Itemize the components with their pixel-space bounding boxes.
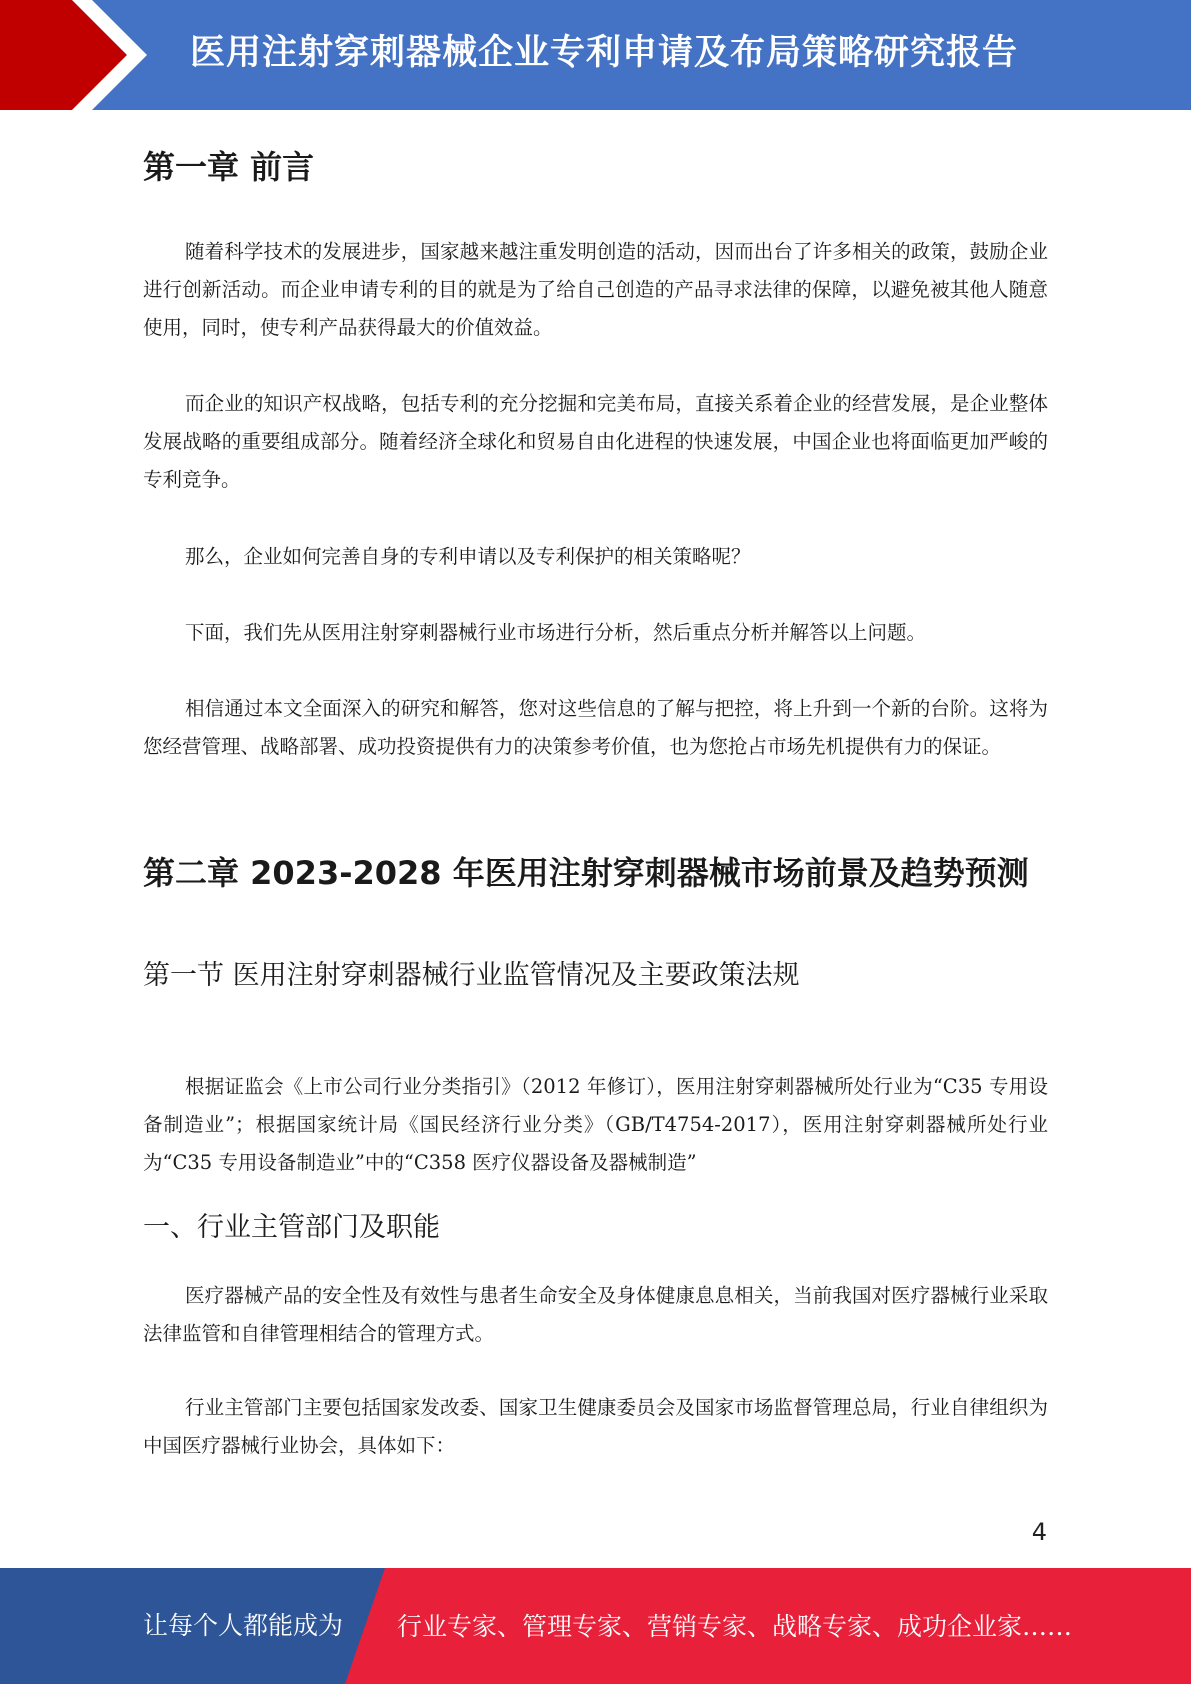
footer-slogan-right: 行业专家、管理专家、营销专家、战略专家、成功企业家…… xyxy=(397,1612,1073,1641)
paragraph: 随着科学技术的发展进步，国家越来越注重发明创造的活动，因而出台了许多相关的政策，鼓励企业进行创新活动。而企业申请专利的目的就是为了给自己创造的产品寻求法律的保障，以避免被其他人随意使用，同时，使专利产品获得最大的价值效益。 xyxy=(143,240,1048,339)
footer-slogan-left: 让每个人都能成为 xyxy=(143,1611,344,1640)
chevron-arrow-icon xyxy=(0,0,150,110)
report-title: 医用注射穿刺器械企业专利申请及布局策略研究报告 xyxy=(190,33,1019,73)
paragraph: 下面，我们先从医用注射穿刺器械行业市场进行分析，然后重点分析并解答以上问题。 xyxy=(185,621,927,644)
section-heading: 第一节 医用注射穿刺器械行业监管情况及主要政策法规 xyxy=(143,960,800,991)
chapter-2-heading: 第二章 2023-2028 年医用注射穿刺器械市场前景及趋势预测 xyxy=(143,854,1029,892)
page-footer xyxy=(0,1568,1191,1684)
subsection-heading: 一、行业主管部门及职能 xyxy=(143,1212,440,1243)
paragraph: 那么，企业如何完善自身的专利申请以及专利保护的相关策略呢？ xyxy=(185,545,751,568)
page-header xyxy=(0,0,1191,110)
page-number: 4 xyxy=(1031,1518,1047,1546)
paragraph: 而企业的知识产权战略，包括专利的充分挖掘和完美布局，直接关系着企业的经营发展，是企业整体发展战略的重要组成部分。随着经济全球化和贸易自由化进程的快速发展，中国企业也将面临更加严峻的专利竞争。 xyxy=(143,392,1048,491)
paragraph: 相信通过本文全面深入的研究和解答，您对这些信息的了解与把控，将上升到一个新的台阶。这将为您经营管理、战略部署、成功投资提供有力的决策参考价值，也为您抢占市场先机提供有力的保证。 xyxy=(143,697,1048,758)
chapter-1-heading: 第一章 前言 xyxy=(143,148,315,186)
paragraph: 根据证监会《上市公司行业分类指引》（2012 年修订），医用注射穿刺器械所处行业为“C35 专用设备制造业”；根据国家统计局《国民经济行业分类》（GB/T4754-2017），医用注射穿刺器械所处行业为“C35 专用设备制造业”中的“C358 医疗仪器设备及器械制造” xyxy=(143,1075,1048,1174)
paragraph: 行业主管部门主要包括国家发改委、国家卫生健康委员会及国家市场监督管理总局，行业自律组织为中国医疗器械行业协会，具体如下： xyxy=(143,1396,1048,1457)
paragraph: 医疗器械产品的安全性及有效性与患者生命安全及身体健康息息相关，当前我国对医疗器械行业采取法律监管和自律管理相结合的管理方式。 xyxy=(143,1284,1048,1345)
